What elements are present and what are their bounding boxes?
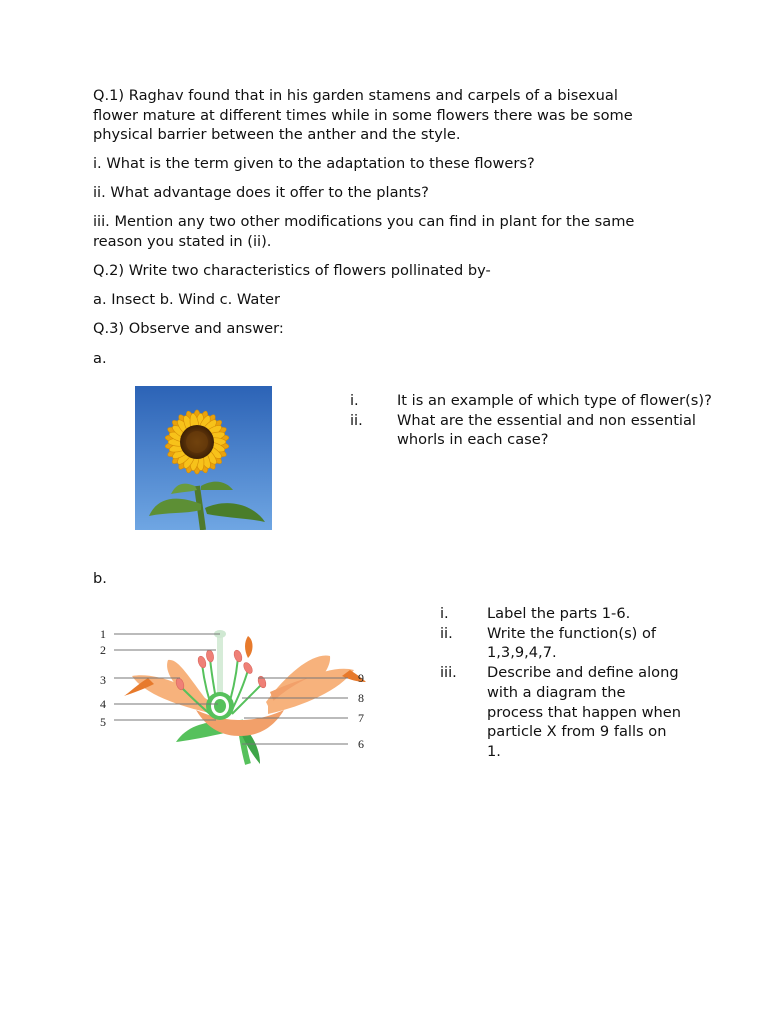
- diagram-label-9: 9: [358, 671, 364, 685]
- q3b-question-1: [440, 604, 700, 624]
- q2-title: Q.2) Write two characteristics of flowers pollinated by-: [93, 262, 491, 279]
- q1-line-3: physical barrier between the anther and the style.: [93, 126, 461, 143]
- diagram-label-6: 6: [358, 737, 364, 751]
- q3a-label: a.: [93, 350, 107, 367]
- q3b-question-3-number: iii.: [440, 664, 457, 682]
- q3a-question-list: [350, 391, 750, 450]
- diagram-label-7: 7: [358, 711, 364, 725]
- q3a-question-1-number: i.: [350, 392, 359, 409]
- q1-line-1: Q.1) Raghav found that in his garden stamens and carpels of a bisexual: [93, 87, 618, 104]
- flower-structure-diagram: [92, 614, 378, 780]
- q3a-question-2: [350, 411, 727, 450]
- q1-sub-i: i. What is the term given to the adaptation to these flowers?: [93, 155, 535, 172]
- diagram-label-5: 5: [100, 715, 106, 729]
- q3a-question-2-text: What are the essential and non essential whorls in each case?: [397, 411, 696, 449]
- q3a-question-1-text: It is an example of which type of flower(s)?: [397, 392, 712, 409]
- q3b-question-3-text: Describe and define along with a diagram the process that happen when particle X from 9 falls on 1.: [487, 664, 681, 760]
- q3b-question-list: [440, 604, 700, 762]
- diagram-label-3: 3: [100, 673, 106, 687]
- q2-options: a. Insect b. Wind c. Water: [93, 291, 281, 308]
- q3b-question-1-number: i.: [440, 605, 449, 622]
- q3b-question-3: [440, 663, 683, 762]
- diagram-label-4: 4: [100, 697, 106, 711]
- q3b-question-2-text: Write the function(s) of 1,3,9,4,7.: [487, 624, 657, 662]
- q3b-question-1-text: Label the parts 1-6.: [487, 605, 631, 622]
- q3b-question-2: [440, 624, 677, 663]
- sunflower-photo: [135, 386, 272, 530]
- diagram-label-2: 2: [100, 643, 106, 657]
- q1-sub-ii: ii. What advantage does it offer to the plants?: [93, 184, 429, 201]
- q3b-question-2-number: ii.: [440, 624, 453, 642]
- q3a-question-1: [350, 391, 750, 411]
- q3a-question-2-number: ii.: [350, 411, 363, 429]
- diagram-label-1: 1: [100, 627, 106, 641]
- q1-line-2: flower mature at different times while in some flowers there was be some: [93, 106, 633, 124]
- diagram-label-8: 8: [358, 691, 364, 705]
- q3-title: Q.3) Observe and answer:: [93, 320, 284, 337]
- q3b-label: b.: [93, 570, 107, 587]
- q1-sub-iii-line-2: reason you stated in (ii).: [93, 233, 272, 250]
- q1-sub-iii-line-1: iii. Mention any two other modifications you can find in plant for the same: [93, 213, 635, 230]
